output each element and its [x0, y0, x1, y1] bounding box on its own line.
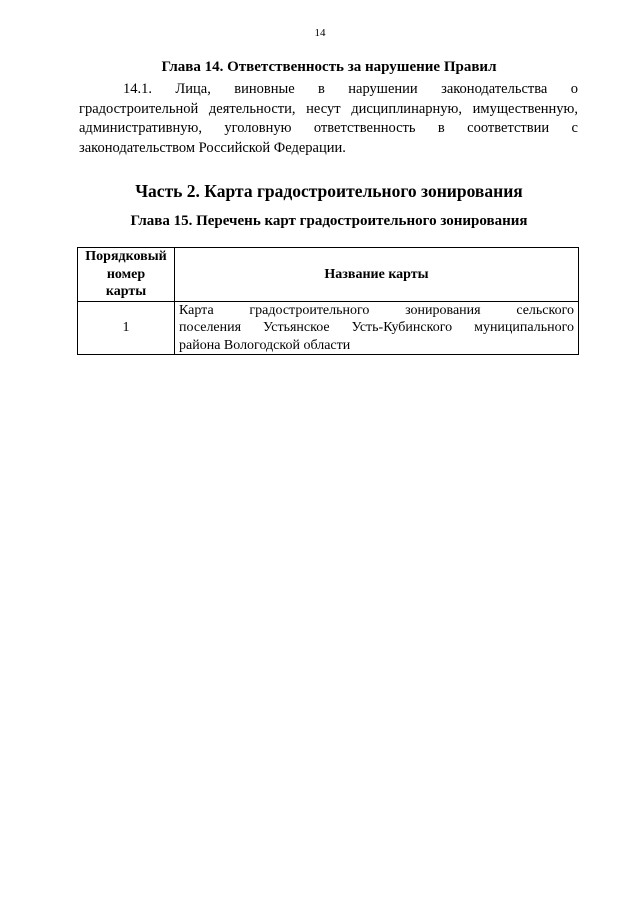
cell-map-number: 1	[78, 301, 175, 355]
header-number-line: карты	[105, 284, 147, 299]
paragraph-14-1: 14.1. Лица, виновные в нарушении законодательства о градостроительной деятельности, несут дисциплинарную, имущественную, административную, уголовную ответственность в соответствии с законодательством Российской Федерации.	[79, 81, 578, 156]
table-row	[78, 301, 579, 355]
map-name-line: Карта градостроительного зонирования сельского	[179, 302, 574, 318]
chapter-15-title: Глава 15. Перечень карт градостроительного зонирования	[130, 213, 528, 229]
header-number-line: номер	[106, 266, 146, 282]
map-name-line: района Вологодской области	[179, 337, 351, 353]
header-number-line: Порядковый	[85, 249, 167, 264]
header-map-number	[78, 248, 175, 302]
maps-table	[77, 247, 579, 355]
page-number: 14	[314, 27, 326, 39]
part-2-title: Часть 2. Карта градостроительного зонирования	[135, 181, 523, 201]
map-name-line: поселения Устьянское Усть-Кубинского муниципального	[179, 320, 574, 335]
table-header-row	[78, 248, 579, 302]
cell-map-name	[175, 301, 579, 355]
header-map-name: Название карты	[175, 248, 579, 302]
chapter-14-title: Глава 14. Ответственность за нарушение Правил	[161, 59, 497, 75]
